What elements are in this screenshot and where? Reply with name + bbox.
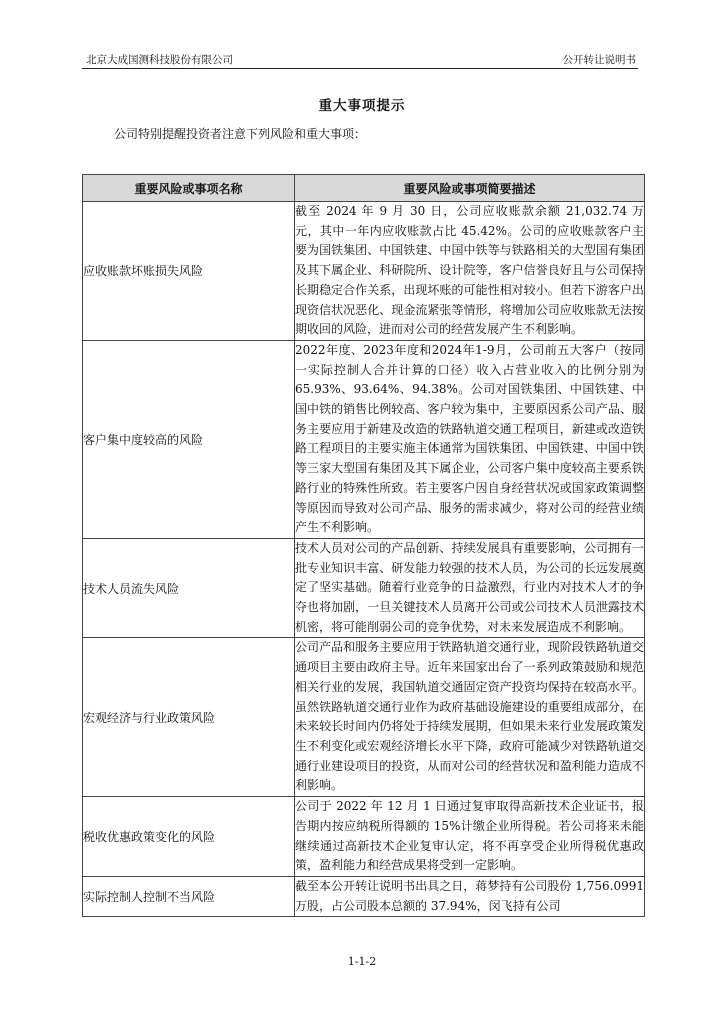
intro-text: 公司特别提醒投资者注意下列风险和重大事项： [114, 127, 367, 141]
table-row [83, 202, 645, 341]
risk-description: 公司产品和服务主要应用于铁路轨道交通行业，现阶段铁路轨道交通项目主要由政府主导。近年来国家出台了一系列政策鼓励和规范相关行业的发展，我国轨道交通固定资产投资均保持在较高水平。虽然铁路轨道交通行业作为政府基础设施建设的重要组成部分，在未来较长时间内仍将处于持续发展期，但如果未来行业发展政策发生不利变化或宏观经济增长水平下降，政府可能减少对铁路轨道交通行业建设项目的投资，从而对公司的经营状况和盈利能力造成不利影响。 [295, 638, 645, 797]
risk-description: 截至本公开转让说明书出具之日，蒋梦持有公司股份 1,756.0991 万股，占公司股本总额的 37.94%，闵飞持有公司 [295, 876, 645, 916]
header-risk-description: 重要风险或事项简要描述 [295, 175, 645, 202]
risk-name: 客户集中度较高的风险 [83, 340, 295, 538]
page-number: 1-1-2 [347, 955, 377, 968]
risk-table [82, 174, 645, 917]
risk-description: 公司于 2022 年 12 月 1 日通过复审取得高新技术企业证书，报告期内按应纳税所得额的 15%计缴企业所得税。若公司将来未能继续通过高新技术企业复审认定，将不再享受企业所得税优惠政策，盈利能力和经营成果将受到一定影响。 [295, 797, 645, 877]
risk-description: 2022年度、2023年度和2024年1-9月，公司前五大客户（按同一实际控制人合并计算的口径）收入占营业收入的比例分别为65.93%、93.64%、94.38%。公司对国铁集团、中国铁建、中国中铁的销售比例较高、客户较为集中，主要原因系公司产品、服务主要应用于新建及改造的铁路轨道交通工程项目，新建或改造铁路工程项目的主要实施主体通常为国铁集团、中国铁建、中国中铁等三家大型国有集团及其下属企业，公司客户集中度较高主要系铁路行业的特殊性所致。若主要客户因自身经营状况或国家政策调整等原因而导致对公司产品、服务的需求减少，将对公司的经营业绩产生不利影响。 [295, 340, 645, 538]
risk-name: 实际控制人控制不当风险 [83, 876, 295, 916]
risk-name: 技术人员流失风险 [83, 538, 295, 638]
page-header [82, 50, 638, 69]
risk-name: 宏观经济与行业政策风险 [83, 638, 295, 797]
header-risk-name: 重要风险或事项名称 [83, 175, 295, 202]
table-row [83, 797, 645, 877]
table-row [83, 538, 645, 638]
header-document-type: 公开转让说明书 [562, 54, 636, 66]
table-row [83, 876, 645, 916]
risk-description: 技术人员对公司的产品创新、持续发展具有重要影响，公司拥有一批专业知识丰富、研发能力较强的技术人员，为公司的长远发展奠定了坚实基础。随着行业竞争的日益激烈，行业内对技术人才的争夺也将加剧，一旦关键技术人员离开公司或公司技术人员泄露技术机密，将可能削弱公司的竞争优势，对未来发展造成不利影响。 [295, 538, 645, 638]
table-row [83, 638, 645, 797]
table-row [83, 340, 645, 538]
header-company-name: 北京大成国测科技股份有限公司 [86, 54, 233, 66]
risk-description: 截至 2024 年 9 月 30 日，公司应收账款余额 21,032.74 万元，其中一年内应收账款占比 45.42%。公司的应收账款客户主要为国铁集团、中国铁建、中国中铁等与铁路相关的大型国有集团及其下属企业、科研院所、设计院等，客户信誉良好且与公司保持长期稳定合作关系，出现坏账的可能性相对较小。但若下游客户出现资信状况恶化、现金流紧张等情形，将增加公司应收账款无法按期收回的风险，进而对公司的经营发展产生不利影响。 [295, 202, 645, 341]
risk-name: 税收优惠政策变化的风险 [83, 797, 295, 877]
page-title: 重大事项提示 [318, 98, 406, 114]
table-header-row [83, 175, 645, 202]
risk-name: 应收账款坏账损失风险 [83, 202, 295, 341]
